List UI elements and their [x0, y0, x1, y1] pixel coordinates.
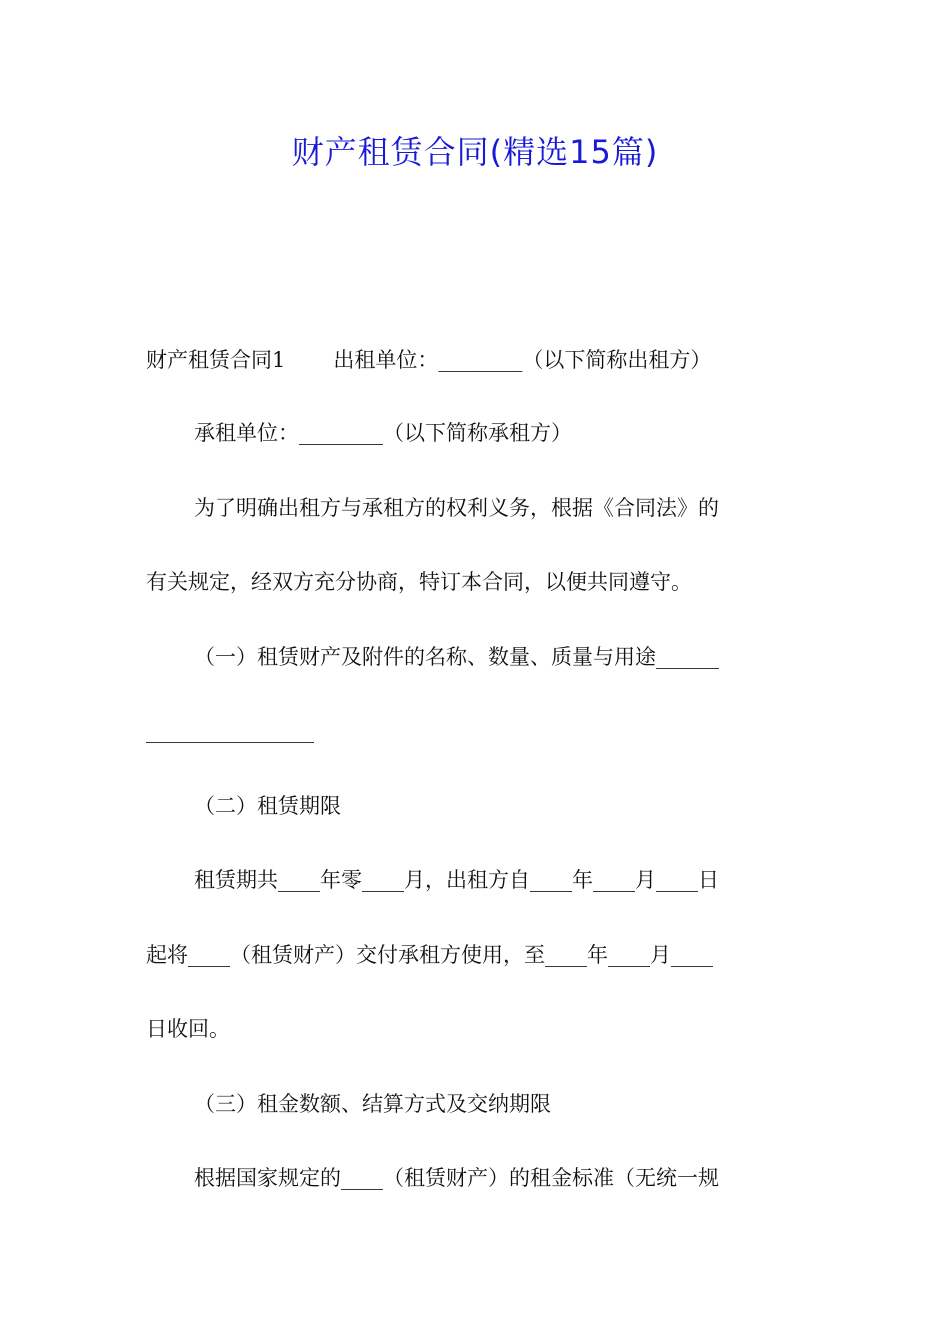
paragraph-line: 日收回。	[146, 1017, 230, 1041]
lessee-unit-field: 承租单位：________（以下简称承租方）	[194, 421, 572, 445]
section-2-heading: （二）租赁期限	[194, 794, 341, 818]
paragraph-line: 租赁期共____年零____月，出租方自____年____月____日	[194, 868, 719, 892]
contract-heading-line	[146, 344, 806, 376]
blank-fill-line: ________________	[146, 719, 314, 743]
paragraph-line: 为了明确出租方与承租方的权利义务，根据《合同法》的	[194, 496, 719, 520]
lessor-unit-field: 出租单位：________（以下简称出租方）	[333, 348, 712, 372]
contract-number-label: 财产租赁合同1	[146, 348, 286, 372]
document-title: 财产租赁合同(精选15篇)	[291, 133, 659, 171]
paragraph-line: 有关规定，经双方充分协商，特订本合同，以便共同遵守。	[146, 570, 692, 594]
paragraph-line: 起将____（租赁财产）交付承租方使用，至____年____月____	[146, 943, 713, 967]
section-3-heading: （三）租金数额、结算方式及交纳期限	[194, 1092, 551, 1116]
paragraph-line: 根据国家规定的____（租赁财产）的租金标准（无统一规	[194, 1166, 719, 1190]
section-1-heading: （一）租赁财产及附件的名称、数量、质量与用途______	[194, 645, 719, 669]
